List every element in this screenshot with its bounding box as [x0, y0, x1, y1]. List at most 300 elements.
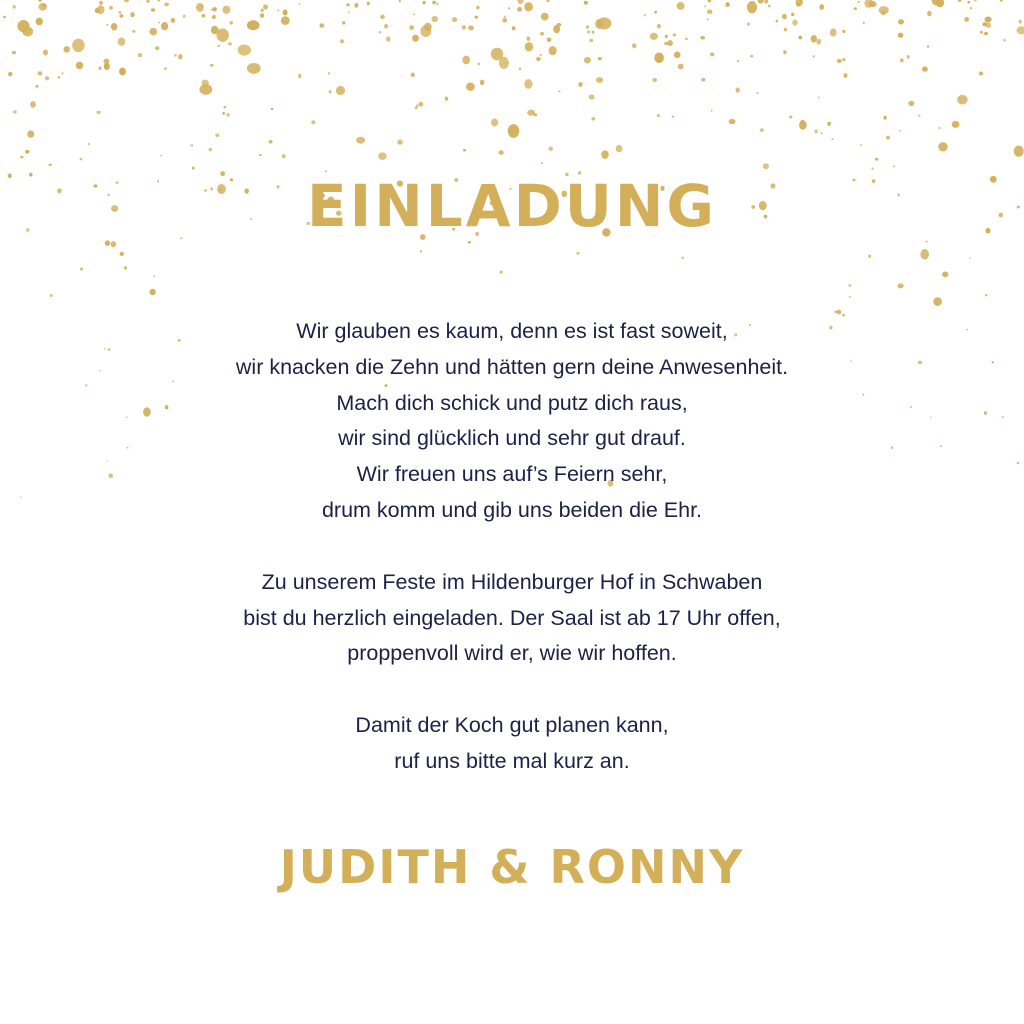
splatter-dot — [938, 142, 947, 151]
splatter-dot — [45, 76, 49, 80]
splatter-dot — [546, 0, 549, 2]
splatter-dot — [215, 134, 219, 137]
splatter-dot — [1017, 26, 1024, 34]
poem-line: wir knacken die Zehn und hätten gern deine Anwesenheit. — [235, 354, 789, 379]
splatter-dot — [927, 11, 932, 17]
splatter-dot — [263, 4, 268, 9]
splatter-dot — [920, 249, 929, 260]
splatter-dot — [416, 104, 419, 106]
splatter-dot — [508, 7, 510, 9]
splatter-dot — [834, 311, 836, 314]
stanza-2 — [0, 565, 1024, 672]
splatter-dot — [970, 7, 972, 9]
poem-line: Wir glauben es kaum, denn es ist fast soweit, — [296, 319, 728, 343]
splatter-dot — [399, 0, 401, 2]
splatter-dot — [277, 10, 279, 12]
splatter-dot — [149, 289, 155, 295]
splatter-dot — [796, 2, 801, 6]
splatter-dot — [898, 283, 904, 288]
splatter-dot — [669, 44, 671, 46]
splatter-dot — [413, 14, 415, 16]
splatter-dot — [27, 130, 34, 137]
splatter-dot — [380, 15, 385, 20]
splatter-dot — [420, 25, 431, 37]
splatter-dot — [596, 77, 603, 83]
splatter-dot — [830, 28, 837, 36]
splatter-dot — [589, 94, 595, 99]
splatter-dot — [88, 143, 90, 145]
splatter-dot — [601, 150, 609, 159]
splatter-dot — [228, 42, 232, 45]
splatter-dot — [120, 252, 124, 256]
splatter-dot — [750, 55, 753, 57]
splatter-dot — [558, 91, 560, 93]
splatter-dot — [591, 117, 595, 121]
splatter-dot — [20, 156, 23, 159]
splatter-dot — [247, 63, 261, 74]
splatter-dot — [183, 15, 186, 18]
splatter-dot — [63, 46, 69, 53]
splatter-dot — [792, 20, 797, 26]
splatter-dot — [342, 21, 345, 25]
splatter-dot — [247, 20, 260, 30]
splatter-dot — [849, 296, 851, 298]
splatter-dot — [1000, 0, 1003, 2]
splatter-dot — [811, 35, 817, 43]
splatter-dot — [985, 16, 992, 22]
splatter-dot — [985, 294, 987, 296]
splatter-dot — [409, 25, 414, 30]
splatter-dot — [211, 9, 213, 11]
splatter-dot — [984, 32, 988, 35]
splatter-dot — [8, 72, 12, 76]
splatter-dot — [584, 1, 588, 5]
splatter-dot — [729, 119, 736, 124]
splatter-dot — [848, 284, 851, 286]
splatter-dot — [899, 130, 901, 132]
splatter-dot — [282, 154, 286, 158]
splatter-dot — [898, 19, 904, 24]
splatter-dot — [202, 14, 206, 18]
splatter-dot — [411, 73, 415, 77]
splatter-dot — [589, 39, 593, 42]
splatter-dot — [98, 66, 102, 70]
splatter-dot — [109, 6, 113, 10]
splatter-dot — [665, 35, 668, 38]
splatter-dot — [813, 55, 816, 57]
splatter-dot — [445, 97, 448, 101]
splatter-dot — [226, 113, 229, 116]
splatter-dot — [468, 25, 474, 30]
splatter-dot — [685, 38, 687, 41]
splatter-dot — [982, 22, 987, 26]
splatter-dot — [654, 11, 657, 14]
splatter-dot — [160, 155, 162, 157]
splatter-dot — [547, 38, 552, 43]
splatter-dot — [431, 16, 438, 22]
splatter-dot — [842, 58, 845, 61]
splatter-dot — [348, 11, 350, 13]
invitation-title: EINLADUNG — [307, 172, 717, 240]
splatter-dot — [80, 267, 83, 270]
splatter-dot — [229, 21, 233, 25]
splatter-dot — [397, 139, 402, 144]
splatter-dot — [708, 0, 711, 2]
splatter-dot — [784, 28, 787, 32]
invitation-text — [0, 314, 1024, 816]
splatter-dot — [478, 62, 480, 65]
splatter-dot — [38, 3, 47, 11]
splatter-dot — [311, 120, 315, 124]
splatter-dot — [38, 71, 43, 75]
splatter-dot — [922, 66, 928, 71]
splatter-dot — [964, 17, 969, 22]
splatter-dot — [190, 144, 193, 146]
splatter-dot — [657, 114, 660, 117]
splatter-dot — [420, 250, 422, 252]
splatter-dot — [707, 18, 709, 20]
splatter-dot — [576, 252, 579, 255]
splatter-dot — [480, 80, 485, 85]
splatter-dot — [654, 53, 664, 64]
splatter-dot — [927, 45, 930, 48]
splatter-dot — [768, 5, 771, 8]
splatter-dot — [58, 76, 61, 78]
splatter-dot — [298, 74, 301, 78]
splatter-dot — [210, 64, 214, 67]
splatter-dot — [677, 2, 685, 10]
splatter-dot — [881, 11, 885, 16]
poem-line: ruf uns bitte mal kurz an. — [394, 748, 630, 773]
splatter-dot — [592, 31, 595, 34]
splatter-dot — [95, 8, 100, 13]
splatter-dot — [701, 78, 705, 82]
splatter-dot — [524, 79, 532, 89]
splatter-dot — [1014, 146, 1024, 157]
splatter-dot — [584, 57, 591, 64]
splatter-dot — [17, 20, 29, 32]
splatter-dot — [491, 119, 498, 127]
splatter-dot — [704, 5, 706, 7]
splatter-dot — [898, 33, 904, 38]
splatter-dot — [367, 2, 370, 6]
splatter-dot — [462, 25, 467, 29]
splatter-dot — [526, 37, 530, 41]
splatter-dot — [664, 42, 668, 45]
splatter-dot — [540, 32, 544, 36]
splatter-dot — [842, 30, 845, 33]
splatter-dot — [13, 110, 17, 114]
splatter-dot — [30, 101, 36, 108]
splatter-dot — [799, 120, 807, 129]
splatter-dot — [328, 72, 330, 75]
splatter-dot — [819, 4, 824, 10]
splatter-dot — [632, 43, 637, 48]
poem-line: Wir freuen uns auf’s Feiern sehr, — [356, 462, 668, 487]
splatter-dot — [782, 14, 787, 20]
splatter-dot — [161, 22, 168, 30]
splatter-dot — [61, 72, 63, 74]
splatter-dot — [96, 111, 100, 114]
splatter-dot — [831, 138, 833, 140]
splatter-dot — [700, 36, 705, 40]
splatter-dot — [527, 110, 535, 116]
splatter-dot — [519, 68, 522, 70]
splatter-dot — [837, 59, 842, 63]
splatter-dot — [789, 115, 792, 118]
splatter-dot — [196, 3, 204, 12]
splatter-dot — [146, 0, 149, 3]
splatter-dot — [616, 145, 623, 152]
splatter-dot — [967, 1, 970, 4]
splatter-dot — [271, 108, 274, 110]
splatter-dot — [329, 90, 332, 93]
splatter-dot — [432, 1, 436, 5]
splatter-dot — [283, 9, 288, 15]
splatter-dot — [710, 52, 714, 56]
splatter-dot — [707, 10, 713, 14]
splatter-dot — [72, 39, 85, 53]
signature-names: JUDITH & RONNY — [279, 840, 745, 894]
splatter-dot — [548, 147, 553, 151]
splatter-dot — [259, 154, 261, 156]
splatter-dot — [517, 7, 522, 12]
splatter-dot — [299, 3, 301, 5]
poem-line: wir sind glücklich und sehr gut drauf. — [338, 426, 686, 451]
splatter-dot — [883, 116, 886, 120]
splatter-dot — [212, 15, 216, 19]
splatter-dot — [174, 54, 176, 57]
splatter-dot — [356, 137, 365, 144]
splatter-dot — [436, 3, 438, 6]
stanza-3 — [0, 708, 1024, 780]
splatter-dot — [860, 144, 862, 146]
splatter-dot — [821, 132, 823, 134]
splatter-dot — [875, 158, 878, 161]
splatter-dot — [12, 5, 16, 9]
splatter-dot — [155, 46, 159, 50]
splatter-dot — [48, 163, 51, 166]
splatter-dot — [211, 26, 219, 35]
splatter-dot — [462, 55, 470, 64]
splatter-dot — [119, 14, 123, 18]
splatter-dot — [764, 0, 768, 4]
splatter-dot — [827, 122, 831, 126]
splatter-dot — [379, 31, 381, 33]
splatter-dot — [386, 37, 390, 42]
splatter-dot — [595, 19, 603, 29]
splatter-dot — [452, 17, 457, 22]
splatter-dot — [918, 115, 920, 117]
splatter-dot — [682, 256, 684, 259]
splatter-dot — [158, 0, 160, 2]
splatter-dot — [222, 6, 230, 15]
splatter-dot — [466, 83, 475, 92]
splatter-dot — [164, 3, 169, 7]
splatter-dot — [644, 14, 646, 16]
splatter-dot — [340, 39, 344, 43]
splatter-dot — [854, 7, 857, 10]
splatter-dot — [43, 50, 48, 56]
splatter-dot — [76, 62, 84, 70]
splatter-dot — [104, 63, 110, 70]
splatter-dot — [553, 25, 560, 33]
splatter-dot — [541, 162, 543, 164]
splatter-dot — [534, 113, 537, 116]
splatter-dot — [816, 39, 821, 45]
splatter-dot — [508, 124, 520, 138]
splatter-dot — [153, 276, 155, 278]
splatter-dot — [119, 68, 126, 76]
splatter-dot — [36, 18, 43, 26]
splatter-dot — [908, 101, 914, 106]
poem-line: proppenvoll wird er, wie wir hoffen. — [347, 641, 677, 666]
splatter-dot — [957, 95, 967, 105]
splatter-dot — [12, 51, 16, 54]
splatter-dot — [504, 16, 506, 18]
splatter-dot — [261, 9, 264, 12]
splatter-dot — [50, 294, 53, 297]
splatter-dot — [178, 54, 182, 60]
splatter-dot — [541, 13, 549, 21]
splatter-dot — [673, 33, 677, 36]
splatter-dot — [130, 12, 134, 17]
splatter-dot — [149, 28, 157, 35]
splatter-dot — [798, 36, 802, 40]
splatter-dot — [500, 271, 503, 274]
splatter-dot — [539, 54, 542, 56]
splatter-dot — [138, 53, 142, 57]
splatter-dot — [346, 3, 350, 6]
splatter-dot — [412, 35, 419, 42]
splatter-dot — [419, 102, 424, 107]
poem-line: Zu unserem Feste im Hildenburger Hof in Schwaben — [261, 569, 763, 594]
splatter-dot — [757, 92, 759, 94]
splatter-dot — [758, 0, 764, 4]
splatter-dot — [336, 86, 345, 95]
splatter-dot — [151, 8, 155, 12]
splatter-dot — [378, 152, 387, 160]
splatter-dot — [476, 6, 479, 9]
splatter-dot — [933, 297, 942, 306]
splatter-dot — [536, 57, 541, 61]
splatter-dot — [491, 48, 503, 61]
splatter-dot — [1019, 20, 1022, 24]
splatter-dot — [678, 64, 684, 70]
splatter-dot — [118, 11, 121, 14]
splatter-dot — [260, 13, 264, 17]
splatter-dot — [814, 129, 818, 133]
poem-line: Damit der Koch gut planen kann, — [355, 713, 669, 738]
splatter-dot — [735, 87, 739, 92]
stanza-1 — [0, 314, 1024, 529]
splatter-dot — [25, 150, 29, 154]
splatter-dot — [423, 1, 426, 5]
splatter-dot — [111, 23, 117, 30]
splatter-dot — [79, 158, 82, 161]
splatter-dot — [158, 22, 160, 24]
splatter-dot — [863, 22, 865, 25]
splatter-dot — [711, 110, 713, 112]
splatter-dot — [512, 26, 516, 30]
splatter-dot — [725, 2, 729, 7]
splatter-dot — [524, 2, 533, 11]
splatter-dot — [212, 7, 217, 11]
splatter-dot — [106, 24, 108, 26]
splatter-dot — [969, 258, 971, 259]
poem-line: bist du herzlich eingeladen. Der Saal ist ab 17 Uhr offen, — [243, 605, 781, 630]
poem-line: drum komm und gib uns beiden die Ehr. — [321, 497, 703, 522]
splatter-dot — [199, 84, 212, 94]
splatter-dot — [1003, 39, 1006, 42]
splatter-dot — [415, 106, 418, 109]
splatter-dot — [281, 16, 290, 25]
splatter-dot — [384, 24, 388, 29]
splatter-dot — [209, 148, 212, 152]
splatter-dot — [672, 116, 675, 118]
splatter-dot — [171, 18, 176, 23]
splatter-dot — [38, 0, 41, 2]
splatter-dot — [319, 23, 324, 27]
splatter-dot — [463, 149, 466, 152]
splatter-dot — [549, 46, 557, 55]
splatter-dot — [223, 106, 226, 108]
splatter-dot — [776, 20, 778, 23]
splatter-dot — [674, 52, 681, 59]
splatter-dot — [974, 0, 976, 1]
splatter-dot — [498, 150, 503, 154]
splatter-dot — [783, 50, 787, 54]
splatter-dot — [818, 96, 820, 98]
splatter-dot — [517, 0, 524, 4]
splatter-dot — [269, 140, 273, 144]
splatter-dot — [868, 254, 871, 258]
splatter-dot — [132, 30, 135, 33]
splatter-dot — [747, 1, 757, 13]
poem-line: Mach dich schick und putz dich raus, — [336, 390, 688, 415]
splatter-dot — [858, 1, 860, 3]
splatter-dot — [844, 73, 848, 78]
splatter-dot — [980, 31, 983, 34]
splatter-dot — [578, 82, 582, 87]
splatter-dot — [737, 60, 739, 62]
splatter-dot — [791, 13, 794, 17]
splatter-dot — [657, 24, 661, 28]
splatter-dot — [99, 1, 103, 5]
splatter-dot — [3, 16, 6, 18]
splatter-dot — [652, 78, 657, 82]
splatter-dot — [760, 128, 764, 132]
splatter-dot — [222, 112, 225, 115]
splatter-dot — [164, 67, 167, 70]
splatter-dot — [900, 58, 904, 62]
splatter-dot — [586, 26, 589, 29]
splatter-dot — [886, 136, 890, 140]
splatter-dot — [502, 18, 507, 23]
splatter-dot — [124, 266, 127, 270]
splatter-dot — [217, 45, 220, 47]
splatter-dot — [35, 85, 38, 88]
splatter-dot — [118, 38, 126, 46]
splatter-dot — [124, 0, 129, 2]
splatter-dot — [958, 0, 961, 2]
splatter-dot — [525, 42, 534, 51]
splatter-dot — [587, 30, 590, 33]
splatter-dot — [747, 23, 750, 26]
splatter-dot — [952, 121, 960, 128]
splatter-dot — [938, 127, 940, 129]
splatter-dot — [354, 3, 358, 8]
